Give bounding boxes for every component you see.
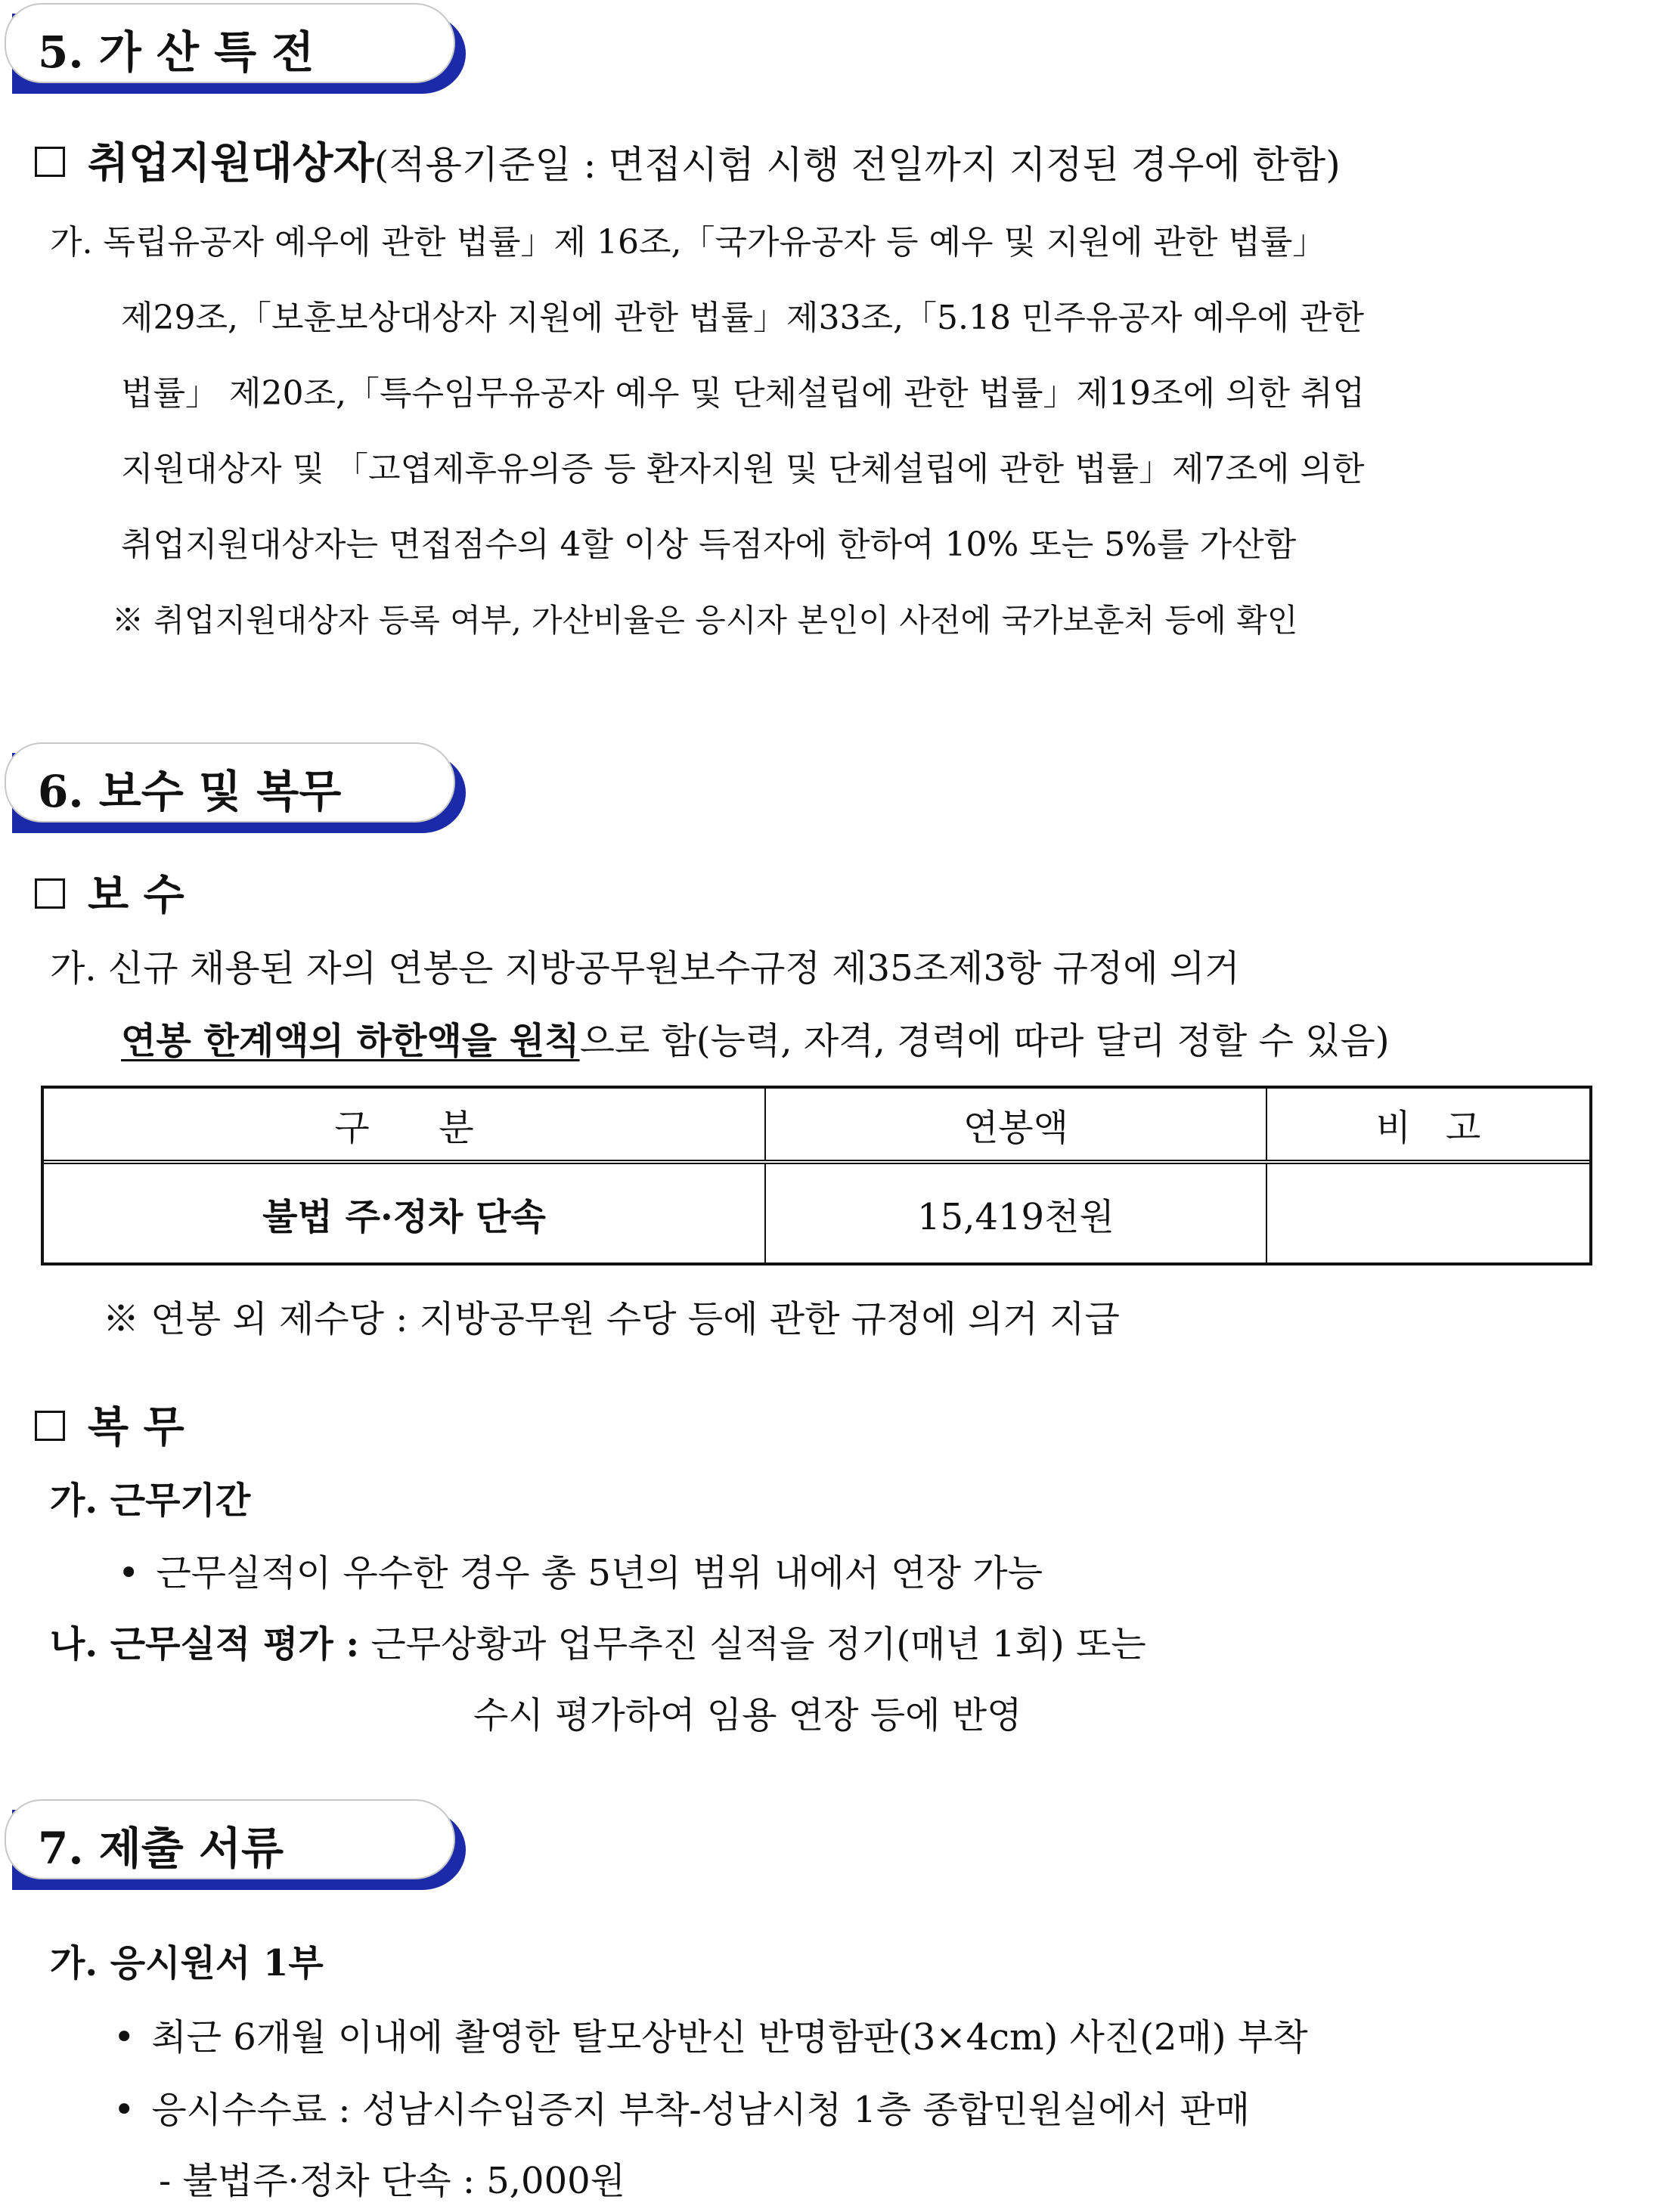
bullet-icon: •: [113, 2089, 135, 2131]
section-7-header: [5, 1799, 466, 1891]
cell-remarks: [1266, 1164, 1589, 1262]
cell-salary: 15,419천원: [764, 1164, 1266, 1262]
section-5-box-heading: [35, 130, 1341, 191]
pay-heading-label: 보 수: [88, 870, 184, 920]
pay-heading: [35, 862, 184, 922]
duty-ga-bullet: [118, 1544, 1043, 1596]
item-ga-line-5: 취업지원대상자는 면접점수의 4할 이상 득점자에 한하여 10% 또는 5%를 가산함: [121, 525, 1297, 564]
item-ga-line-1: 가. 독립유공자 예우에 관한 법률」제 16조,「국가유공자 등 예우 및 지원에 관한 법률」: [50, 223, 1326, 262]
checkbox-square-icon: [35, 147, 65, 177]
section-6-title: 6. 보수 및 복무: [38, 766, 342, 817]
section-5-note: ※ 취업지원대상자 등록 여부, 가산비율은 응시자 본인이 사전에 국가보훈처 등에 확인: [112, 602, 1298, 639]
item-ga-line-4: 지원대상자 및 「고엽제후유의증 등 환자지원 및 단체설립에 관한 법률」제7조에 의한: [121, 450, 1365, 488]
bullet-icon: •: [113, 2016, 135, 2059]
submit-bullet-2: [113, 2080, 1250, 2133]
duty-na-text-1: 근무상황과 업무추진 실적을 정기(매년 1회) 또는: [370, 1623, 1146, 1665]
submit-bullet-1: [113, 2008, 1308, 2060]
cell-category: 불법 주·정차 단속: [262, 1195, 546, 1238]
bullet-icon: •: [118, 1552, 140, 1594]
checkbox-square-icon: [35, 878, 65, 909]
submit-sub-item: - 불법주·정차 단속 : 5,000원: [159, 2160, 626, 2202]
item-ga-line-3: 법률」 제20조,「특수임무유공자 예우 및 단체설립에 관한 법률」제19조에 의한 취업: [121, 374, 1365, 413]
box-heading-note: (적용기준일 : 면접시험 시행 전일까지 지정된 경우에 한함): [374, 143, 1341, 187]
table-header-row: [44, 1089, 1589, 1164]
duty-heading-label: 복 무: [88, 1402, 184, 1452]
duty-ga: 가. 근무기간: [50, 1479, 251, 1522]
item-ga-line-2: 제29조,「보훈보상대상자 지원에 관한 법률」제33조,「5.18 민주유공자 예우에 관한: [121, 299, 1364, 337]
header-remarks: 비 고: [1266, 1089, 1589, 1160]
box-heading-label: 취업지원대상자: [88, 138, 374, 188]
salary-table: [41, 1086, 1592, 1266]
submit-bullet-1-text: 최근 6개월 이내에 촬영한 탈모상반신 반명함판(3×4cm) 사진(2매) 부착: [151, 2016, 1308, 2059]
duty-heading: [35, 1394, 184, 1455]
section-6-header: [5, 742, 466, 835]
table-row: [44, 1164, 1589, 1262]
pay-principle-rest: 으로 함(능력, 자격, 경력에 따라 달리 정할 수 있음): [579, 1020, 1390, 1062]
pay-note: ※ 연봉 외 제수당 : 지방공무원 수당 등에 관한 규정에 의거 지급: [103, 1298, 1120, 1340]
section-5-title: 5. 가 산 특 전: [38, 26, 315, 78]
pay-principle-underlined: 연봉 한계액의 하한액을 원칙: [121, 1020, 580, 1062]
duty-na-text-2: 수시 평가하여 임용 연장 등에 반영: [473, 1694, 1022, 1736]
section-5-header: [5, 3, 466, 95]
pay-item-line-1: 가. 신규 채용된 자의 연봉은 지방공무원보수규정 제35조제3항 규정에 의거: [50, 947, 1240, 990]
submit-item-ga: 가. 응시원서 1부: [50, 1942, 324, 1984]
duty-na-label: 나. 근무실적 평가 :: [50, 1623, 360, 1665]
checkbox-square-icon: [35, 1411, 65, 1441]
header-category: 구 분: [334, 1106, 474, 1149]
duty-ga-bullet-text: 근무실적이 우수한 경우 총 5년의 범위 내에서 연장 가능: [156, 1552, 1043, 1594]
duty-na-line-1: [50, 1615, 1146, 1667]
pay-item-line-2: [121, 1012, 1390, 1064]
submit-bullet-2-text: 응시수수료 : 성남시수입증지 부착-성남시청 1층 종합민원실에서 판매: [151, 2089, 1251, 2131]
section-7-title: 7. 제출 서류: [38, 1823, 284, 1874]
header-salary: 연봉액: [764, 1089, 1266, 1160]
